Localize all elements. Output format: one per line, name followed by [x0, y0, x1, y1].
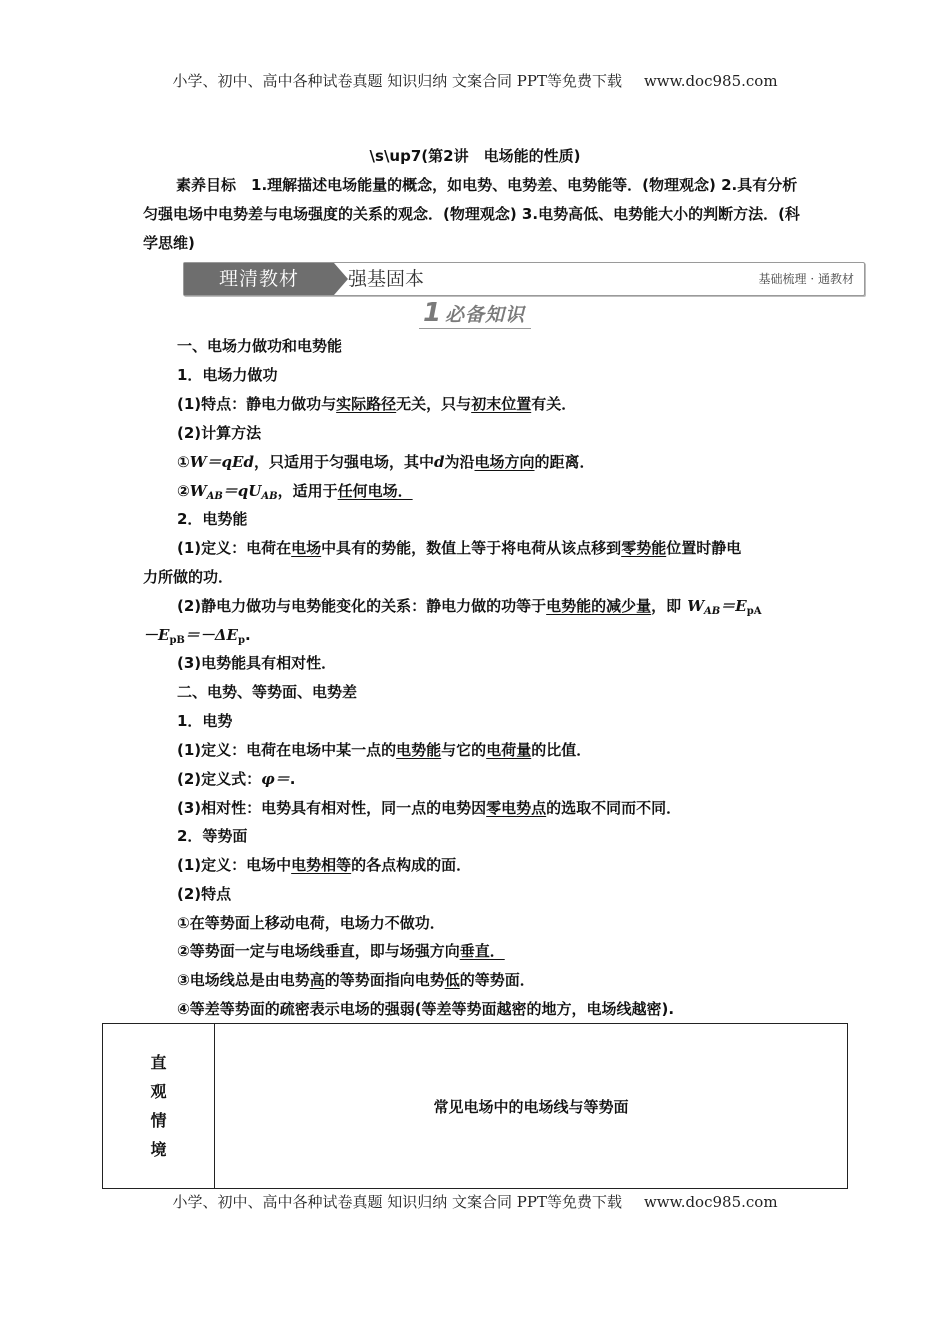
section-heading [0, 298, 950, 329]
subheading-2-2: 2．等势面 [177, 827, 248, 845]
formula-line: $-E_{pB}=-\Delta E_p$. [143, 626, 251, 646]
text-line: (2)特点 [177, 885, 232, 903]
table-content-text: 常见电场中的电场线与等势面 [433, 1097, 629, 1116]
text-line: (2)计算方法 [177, 424, 262, 442]
formula-line: $②W_{AB}=qU_{AB}$，适用于任何电场． [177, 482, 413, 502]
formula-line: ①W＝qEd，只适用于匀强电场，其中d为沿电场方向的距离． [177, 453, 595, 471]
literacy-goals: 素养目标 1.理解描述电场能量的概念，如电势、电势差、电势能等．(物理观念) 2.具有分析匀强电场中电势差与电场强度的关系的观念．(物理观念) 3.电势高低、电势能大小的判断方法．(科学思维) [143, 176, 800, 252]
text-line: (1)定义：电场中电势相等的各点构成的面． [177, 856, 472, 874]
formula-line: (2)静电力做功与电势能变化的关系：静电力做的功等于电势能的减少量，即 $W_{AB}=E_{pA}$ [177, 597, 762, 617]
footer-site[interactable]: www.doc985.com [643, 1193, 778, 1211]
formula-line: (2)定义式：φ＝. [177, 770, 296, 788]
subheading-2-1: 1．电势 [177, 712, 233, 730]
table-header-cell [103, 1024, 215, 1188]
page-footer [0, 1191, 950, 1212]
section-label: 必备知识 [445, 304, 526, 326]
text-line: (1)定义：电荷在电场中具有的势能，数值上等于将电荷从该点移到零势能位置时静电 [177, 539, 742, 557]
text-line: (1)定义：电荷在电场中某一点的电势能与它的电荷量的比值． [177, 741, 592, 759]
header-char: 情 [150, 1111, 167, 1130]
header-site[interactable]: www.doc985.com [643, 72, 778, 90]
text-line: ③电场线总是由电势高的等势面指向电势低的等势面． [177, 971, 535, 989]
table-content-cell [215, 1024, 847, 1188]
subheading-1-2: 2．电势能 [177, 510, 248, 528]
subheading-1-1: 1．电场力做功 [177, 366, 278, 384]
text-line: ②等势面一定与电场线垂直，即与场强方向垂直． [177, 942, 505, 960]
header-char: 观 [150, 1082, 167, 1101]
section-banner [183, 262, 865, 296]
text-line: 力所做的功． [143, 568, 234, 586]
footer-text: 小学、初中、高中各种试卷真题 知识归纳 文案合同 PPT等免费下载 [172, 1193, 622, 1211]
lesson-title: \s\up7(第2讲 电场能的性质) [369, 147, 581, 165]
banner-middle-label: 强基固本 [348, 268, 425, 290]
banner-left-label: 理清教材 [184, 263, 334, 295]
text-line: (3)电势能具有相对性． [177, 654, 337, 672]
text-line: ①在等势面上移动电荷，电场力不做功． [177, 914, 445, 932]
header-char: 直 [150, 1053, 167, 1072]
header-char: 境 [150, 1140, 167, 1159]
text-line: (3)相对性：电势具有相对性，同一点的电势因零电势点的选取不同而不同． [177, 799, 682, 817]
banner-arrow [334, 263, 348, 295]
banner-right-label: 基础梳理 · 通教材 [758, 272, 854, 286]
section-number: 1 [422, 298, 442, 328]
heading-2: 二、电势、等势面、电势差 [177, 683, 358, 701]
heading-1: 一、电场力做功和电势能 [177, 337, 343, 355]
header-text: 小学、初中、高中各种试卷真题 知识归纳 文案合同 PPT等免费下载 [172, 72, 622, 90]
scenario-table [102, 1023, 848, 1189]
text-line: (1)特点：静电力做功与实际路径无关，只与初末位置有关． [177, 395, 577, 413]
text-line: ④等差等势面的疏密表示电场的强弱(等差等势面越密的地方，电场线越密). [177, 1000, 675, 1018]
page-header [0, 70, 950, 91]
